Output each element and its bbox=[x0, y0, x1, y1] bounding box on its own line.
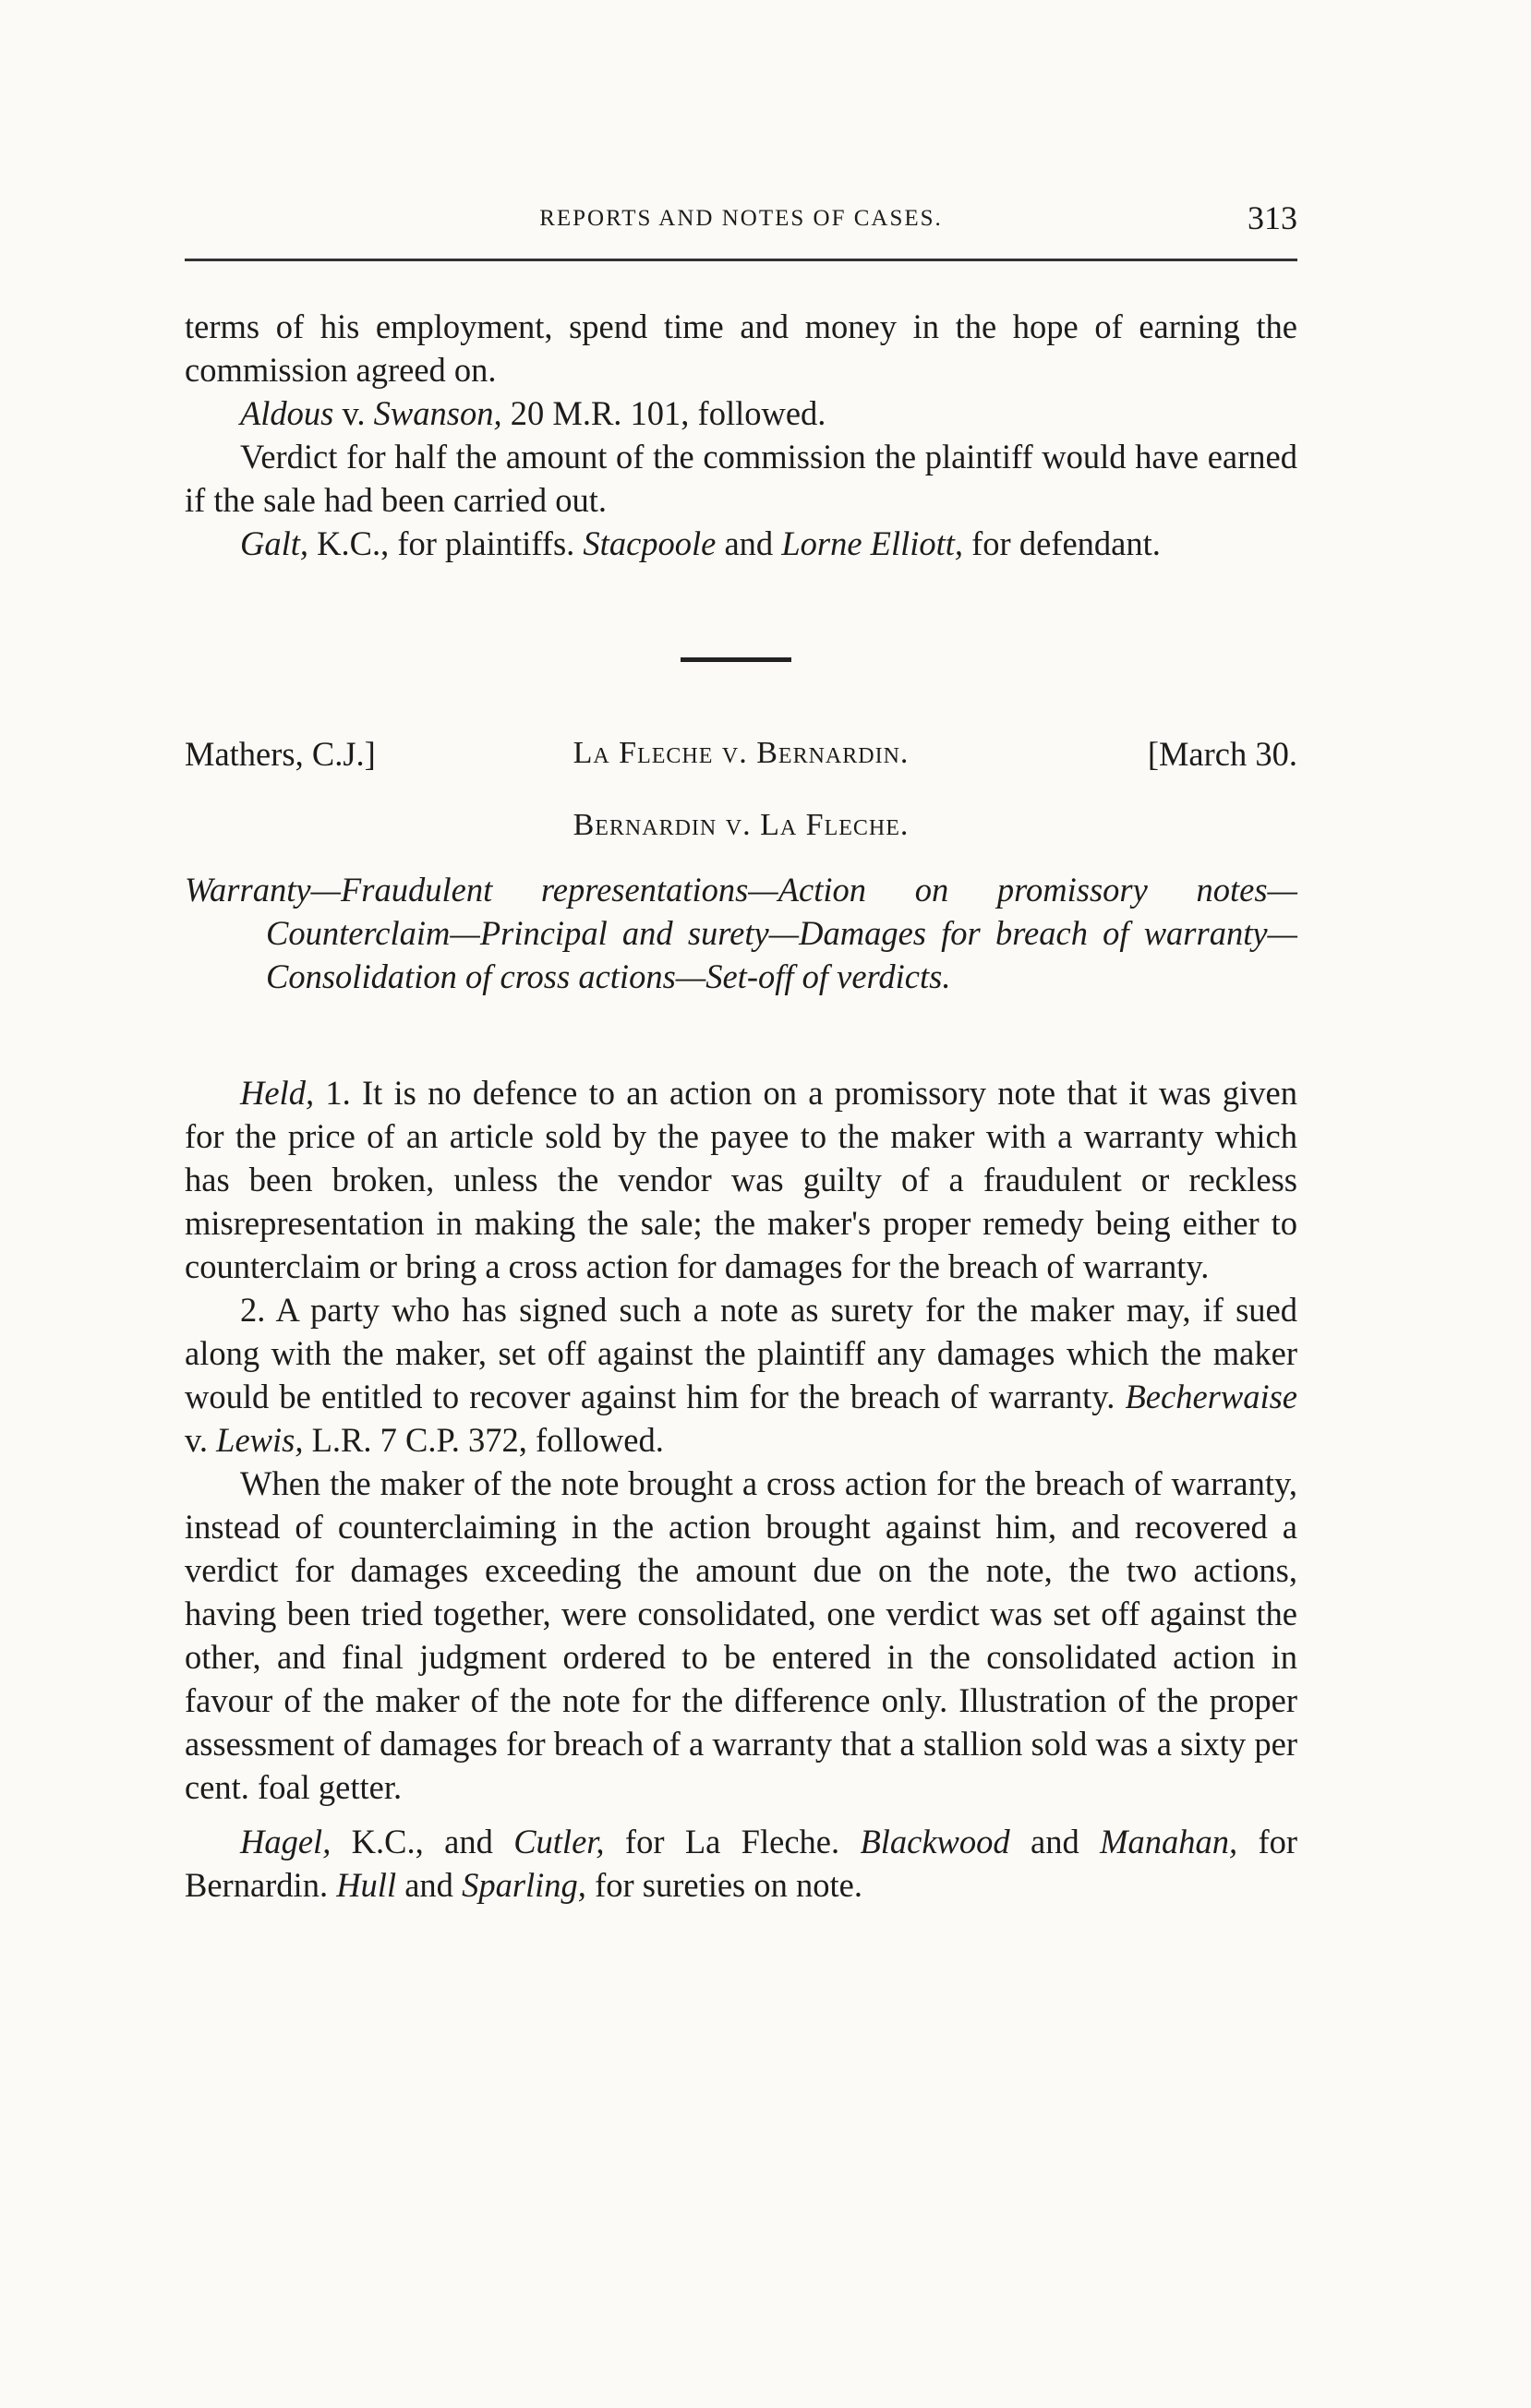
held-1-text: 1. It is no defence to an action on a promissory note that it was given for the price of an article sold by the payee to the maker with a warranty which has been broken, unless the vendor was guilty of a fraudulent or reckless misrepresentation in making the sale; the maker's proper remedy being either to counterclaim or bring a cross action for damages for the breach of warranty. bbox=[185, 1074, 1297, 1285]
running-head: REPORTS AND NOTES OF CASES. bbox=[539, 206, 943, 231]
counsel-text: for Bernardin. bbox=[185, 1823, 1298, 1904]
case-heading bbox=[185, 734, 1297, 780]
counsel-name: Manahan, bbox=[1100, 1823, 1238, 1860]
versus: v. bbox=[185, 1421, 217, 1459]
case-name: Aldous bbox=[240, 394, 334, 432]
headnote-text: Warranty—Fraudulent representations—Action on promissory notes—Counterclaim—Principal and surety—Damages for breach of warranty—Consolidation of cross actions—Set-off of verdicts. bbox=[185, 871, 1297, 995]
held-1 bbox=[185, 1071, 1297, 1288]
para-3: When the maker of the note brought a cross action for the breach of warranty, instead of counterclaiming in the action brought against him, and recovered a verdict for damages exceeding the amount due on the note, the two actions, having been tried together, were consolidated, one verdict was set off against the other, and final judgment ordered to be entered in the consolidated action in favour of the maker of the note for the difference only. Illustration of the proper assessment of damages for breach of a warranty that a stallion sold was a sixty per cent. foal getter. bbox=[185, 1464, 1297, 1806]
previous-case-end bbox=[185, 305, 1297, 565]
counsel-name: Lorne Elliott, bbox=[781, 524, 964, 562]
counsel-name: Blackwood bbox=[860, 1823, 1010, 1860]
page-header bbox=[185, 199, 1297, 245]
counsel-name: Hagel, bbox=[240, 1823, 332, 1860]
case-title: La Fleche v. Bernardin. bbox=[573, 736, 910, 770]
held-label: Held, bbox=[240, 1074, 315, 1112]
counsel-text: and bbox=[396, 1866, 463, 1904]
counsel-text: for La Fleche. bbox=[604, 1823, 861, 1860]
case-body bbox=[185, 1071, 1297, 1907]
citation-rest: 20 M.R. 101, followed. bbox=[501, 394, 826, 432]
counsel-name: Hull bbox=[336, 1866, 397, 1904]
citation-rest: L.R. 7 C.P. 372, followed. bbox=[303, 1421, 664, 1459]
case-counsel bbox=[185, 1820, 1297, 1907]
prev-case-citation bbox=[185, 391, 1297, 435]
case-title-cross: Bernardin v. La Fleche. bbox=[573, 808, 910, 842]
headnote-keywords bbox=[185, 868, 1297, 998]
section-divider bbox=[681, 657, 791, 662]
case-name: Becherwaise bbox=[1125, 1378, 1297, 1415]
counsel-text: for sureties on note. bbox=[585, 1866, 862, 1904]
counsel-name: Cutler, bbox=[513, 1823, 605, 1860]
held-2-text: 2. A party who has signed such a note as surety for the maker may, if sued along with the maker, set off against the plaintiff any damages which the maker would be entitled to recover against him for the breach of warranty. bbox=[185, 1291, 1297, 1415]
case-name: Lewis, bbox=[216, 1421, 304, 1459]
header-rule bbox=[185, 259, 1297, 261]
counsel-name: Galt, bbox=[240, 524, 309, 562]
prev-case-text: terms of his employment, spend time and money in the hope of earning the commission agreed on. bbox=[185, 307, 1297, 389]
case-date: [March 30. bbox=[1147, 735, 1297, 773]
counsel-name: Stacpoole bbox=[583, 524, 717, 562]
counsel-name: Sparling, bbox=[462, 1866, 586, 1904]
counsel-text: for defendant. bbox=[963, 524, 1161, 562]
counsel-text: K.C., for plaintiffs. bbox=[308, 524, 584, 562]
versus: v. bbox=[333, 394, 374, 432]
page-number: 313 bbox=[1248, 199, 1297, 236]
judge: Mathers, C.J.] bbox=[185, 735, 376, 773]
case-name: Swanson, bbox=[373, 394, 502, 432]
counsel-text: and bbox=[716, 524, 782, 562]
counsel-text: and bbox=[1009, 1823, 1101, 1860]
counsel-text: K.C., and bbox=[331, 1823, 514, 1860]
held-2 bbox=[185, 1288, 1297, 1462]
prev-case-counsel bbox=[185, 522, 1297, 565]
prev-case-verdict: Verdict for half the amount of the commission the plaintiff would have earned if the sale had been carried out. bbox=[185, 438, 1297, 519]
